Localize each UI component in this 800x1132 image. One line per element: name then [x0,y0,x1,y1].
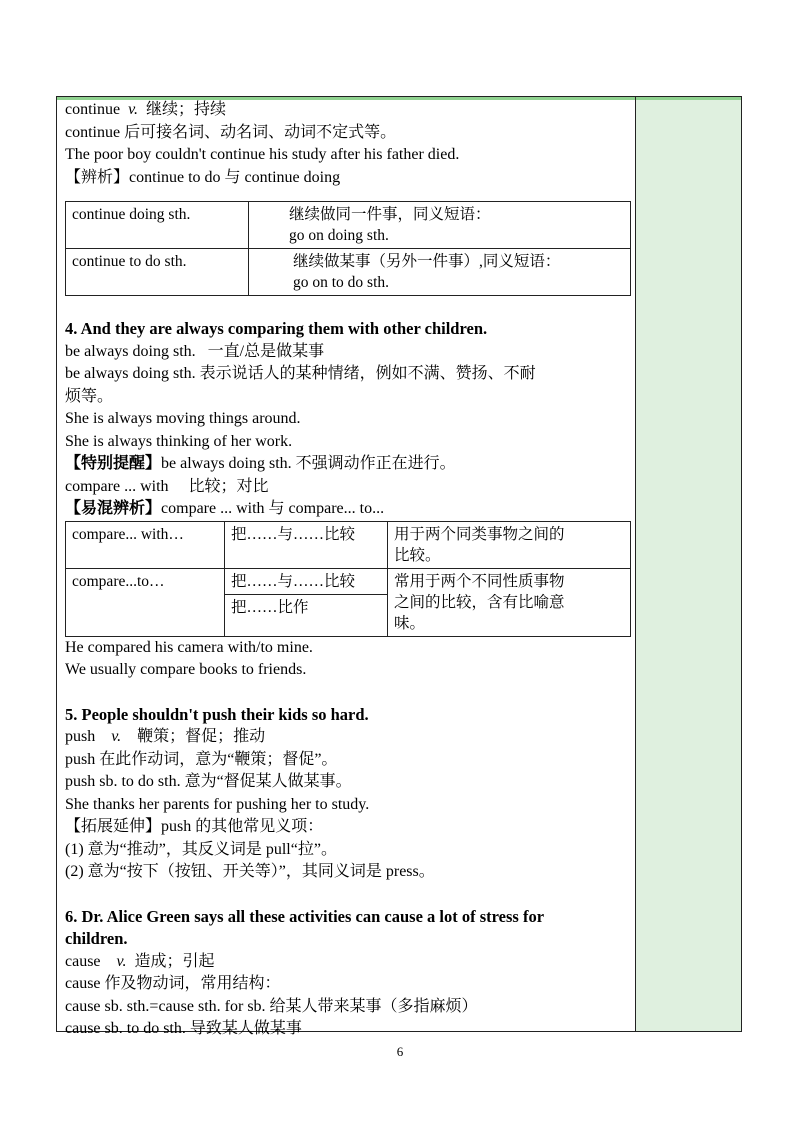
table-cell: 继续做同一件事，同义短语： go on doing sth. [249,202,631,249]
section-6-note: cause 作及物动词，常用结构： [65,975,281,992]
table-cell: compare... with… [66,521,225,568]
table-cell: continue to do sth. [66,249,249,296]
table-cell: 把……与……比较 把……比作 [225,568,388,636]
table-cell: 用于两个同类事物之间的 比较。 [388,521,631,568]
table-row [66,521,631,568]
section-5-note-2: push sb. to do sth. 意为“督促某人做某事。 [65,773,352,790]
table-cell: 把……与……比较 [225,521,388,568]
compare-table [65,521,631,637]
continue-title: continue v. 继续；持续 [65,101,227,118]
section-6-word: cause v. 造成；引起 [65,952,215,970]
table-cell: continue doing sth. [66,202,249,249]
table-cell: 继续做某事（另外一件事）,同义短语： go on to do sth. [249,249,631,296]
section-4-confuse: 【易混辨析】compare ... with 与 compare... to... [65,500,385,517]
section-5-item-1: (1) 意为“推动”，其反义词是 pull“拉”。 [65,840,337,858]
section-4-note-2: 烦等。 [65,387,114,405]
spacer [65,296,630,318]
section-4-phrase: be always doing sth. 一直/总是做某事 [65,342,325,360]
section-6-struct-2: cause sb. to do sth. 导致某人做某事 [65,1020,302,1037]
section-5-note-1: push 在此作动词，意为“鞭策；督促”。 [65,750,338,768]
spacer [65,884,630,906]
continue-example: The poor boy couldn't continue his study after his father died. [65,146,460,163]
table-row [66,568,631,636]
section-4-example-3: He compared his camera with/to mine. [65,638,313,656]
section-4-example-1: She is always moving things around. [65,410,301,427]
table-row [66,202,631,249]
main-column [65,99,630,1041]
section-4-special: 【特别提醒】be always doing sth. 不强调动作正在进行。 [65,455,456,472]
section-5-extend: 【拓展延伸】push 的其他常见义项： [65,818,324,835]
section-5-example: She thanks her parents for pushing her to study. [65,795,370,813]
table-row [66,249,631,296]
section-5-item-2: (2) 意为“按下（按钮、开关等）”，其同义词是 press。 [65,863,435,880]
page-number: 6 [396,1044,404,1059]
section-4-heading: 4. And they are always comparing them with other children. [65,319,488,338]
column-divider [635,96,636,1032]
section-6-heading-2: children. [65,929,128,948]
section-6-heading-1: 6. Dr. Alice Green says all these activities can cause a lot of stress for [65,906,545,926]
section-5-heading: 5. People shouldn't push their kids so hard. [65,704,369,724]
continue-table [65,201,631,296]
section-4-compare: compare ... with 比较；对比 [65,477,269,495]
continue-note: continue 后可接名词、动名词、动词不定式等。 [65,123,397,141]
spacer [65,682,630,704]
section-6-struct-1: cause sb. sth.=cause sth. for sb. 给某人带来某事（多指麻烦） [65,997,478,1015]
section-4-example-2: She is always thinking of her work. [65,432,293,450]
continue-analysis: 【辨析】continue to do 与 continue doing [65,168,341,186]
table-cell: 常用于两个不同性质事物 之间的比较，含有比喻意 味。 [388,568,631,636]
section-4-note-1: be always doing sth. 表示说话人的某种情绪，例如不满、赞扬、不耐 [65,365,536,382]
section-4-example-4: We usually compare books to friends. [65,661,307,678]
section-5-word: push v. 鞭策；督促；推动 [65,728,266,745]
table-cell: compare...to… [66,568,225,636]
